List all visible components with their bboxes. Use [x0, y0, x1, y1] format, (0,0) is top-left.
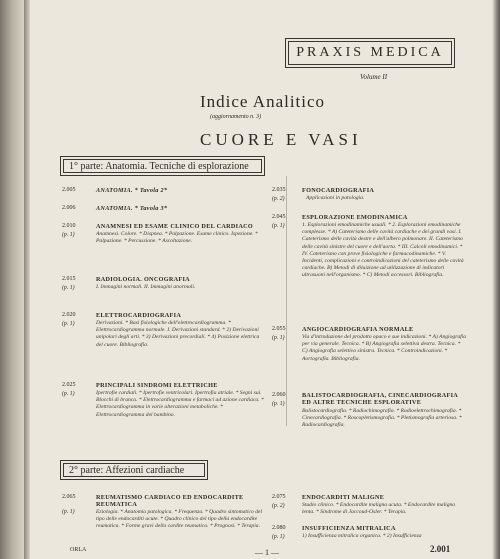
entry-number: 2.015	[62, 276, 76, 282]
section-title: CUORE E VASI	[200, 130, 362, 149]
entry-number: 2.010	[62, 223, 76, 229]
entry-title: INSUFFICIENZA MITRALICA	[302, 525, 396, 532]
entry-title: RADIOLOGIA. ONCOGRAFIA	[96, 276, 190, 283]
index-title: Indice Analitico	[200, 92, 326, 111]
entry-page: (p. 2)	[272, 196, 285, 202]
entry-number: 2.035	[272, 187, 286, 193]
entry-page: (p. 1)	[272, 223, 285, 229]
entry-title: ENDOCARDITI MALIGNE	[302, 494, 385, 501]
entry-page: (p. 2)	[272, 503, 285, 509]
index-subtitle: (aggiornamento n. 3)	[210, 114, 262, 120]
part1-heading	[60, 156, 265, 176]
entry-title: PRINCIPALI SINDROMI ELETTRICHE	[96, 382, 218, 389]
entry-number: 2.080	[272, 525, 286, 531]
entry-text: Balistocardiografia. * Radiochimografia. * Radioelettrochimografia. * Cinecardiografia. * Roscopletismografia. * Pletismografia arteriosa. * Radiocardiografia.	[302, 408, 462, 429]
entry-page: (p. 1)	[62, 285, 75, 291]
page-number: — 1 —	[255, 548, 279, 557]
volume-label: Volume II	[360, 73, 388, 81]
entry-number: 2.055	[272, 326, 286, 332]
entry-title: ANATOMIA. * Tavola 3*	[96, 205, 168, 212]
entry-title: ANATOMIA. * Tavola 2*	[96, 187, 168, 194]
entry-text: I. Immagini normali. II. Immagini anormali.	[96, 284, 196, 290]
column-divider	[286, 176, 287, 426]
part2-heading	[60, 460, 208, 480]
entry-title: ESPLORAZIONE EMODINAMICA	[302, 214, 408, 221]
series-title-box	[285, 38, 455, 68]
entry-text: Studio clinico. * Endocardite maligna acuta. * Endocardite maligna lenta. * Sindrome di Jaccoud-Osler. * Terapia.	[302, 502, 456, 516]
part2-label: 2° parte: Affezioni cardiache	[69, 464, 185, 476]
entry-title: FONOCARDIOGRAFIA	[302, 187, 375, 194]
footer-mark: ORLA	[70, 547, 87, 553]
entry-text: 1. Esplorazioni emodinamiche usuali. * 2. Esplorazioni emodinamiche complesse. * A) Cateterismo delle cavità cardiache e dei grandi vasi. I. Cateterismo delle cavità destre e dell'albero polmonare. II. Cateterismo delle cavità sinistre del cuore e dell'aorta. * III. Calcoli emodinamici. * IV. Cateterismo con prove fisiologiche e farmacodinamiche. * V. Incidenti, complicazioni e controindicazioni del cateterismo delle cavità cardiache. B) Metodi di diluizione ad utilizzazione di indicatori ultrasuoni nell'organismo. * C) Metodi accessori. Bibliografia.	[302, 222, 464, 279]
entry-text: Applicazioni in patologia.	[306, 195, 365, 201]
entry-text: Eziologia. * Anatomia patologica. * Frequenza. * Quadro sintomatico del tipo delle endocarditi acute. * Quadro clinico del tipo della endocardite reumatica. * Forme gravi della cardite reumatica. * Prognosi. * Terapia.	[96, 509, 263, 530]
entry-page: (p. 1)	[62, 509, 75, 515]
entry-page: (p. 1)	[62, 391, 75, 397]
entry-page: (p. 1)	[272, 401, 285, 407]
entry-number: 2.065	[62, 494, 76, 500]
page-edge-shadow	[492, 0, 500, 559]
entry-text: 1) Insufficienza mitralica organica. * 2) Insufficienza	[302, 533, 422, 539]
entry-title: ANGIOCARDIOGRAFIA NORMALE	[302, 326, 414, 333]
entry-number: 2.006	[62, 205, 76, 211]
entry-page: (p. 1)	[62, 321, 75, 327]
entry-number: 2.075	[272, 494, 286, 500]
page-code: 2.001	[430, 544, 451, 554]
entry-text: Ipertrofie cardiali. * Ipertrofie ventricolari. Ipertrofia atriale. * Segni sui. Blocchi di branca. * Elettrocardiogramma e farmaci ad azione cardiaca. * Elettrocardiogramma in varie alterazioni metaboliche. * Elettrocardiogramma del bambino.	[96, 390, 264, 418]
entry-title: REUMATISMO CARDIACO ED ENDOCARDITE REUMATICA	[96, 494, 244, 509]
entry-text: Derivazioni. * Basi fisiologiche dell'elettrocardiogramma. * Elettrocardiogramma normale. I. Derivazioni standard. * 2) Derivazioni unipolari degli arti. * 3) Derivazioni precordiali. * 4) Posizione elettrica del cuore. Bibliografia.	[96, 320, 260, 348]
entry-number: 2.060	[272, 392, 286, 398]
entry-text: Anamnesi. Colore. * Dispnea. * Palpazione. Esame clinico. Ispezione. * Palpazione. * Percussione. * Ascoltazione.	[96, 231, 258, 245]
entry-number: 2.045	[272, 214, 286, 220]
series-title: PRAXIS MEDICA	[296, 45, 444, 60]
entry-number: 2.020	[62, 312, 76, 318]
entry-title: ANAMNESI ED ESAME CLINICO DEL CARDIACO	[96, 223, 253, 230]
entry-page: (p. 1)	[272, 335, 285, 341]
entry-number: 2.025	[62, 382, 76, 388]
entry-title: BALISTOCARDIOGRAFIA, CINECARDIOGRAFIA ED ALTRE TECNICHE ESPLORATIVE	[302, 392, 458, 407]
entry-text: Via d'introduzione del prodotto opaco e sue indicazioni. * A) Angiografia per via generale. Tecnica. * B) Angiografia selettiva destra. Tecnica. * C) Angiografia selettiva sinistra. Tecnica. * Controindicazioni. * Aortografia. Bibliografia.	[302, 334, 467, 362]
entry-page: (p. 1)	[62, 232, 75, 238]
entry-page: (p. 1)	[272, 534, 285, 540]
entry-title: ELETTROCARDIOGRAFIA	[96, 312, 182, 319]
entry-number: 2.005	[62, 187, 76, 193]
part1-label: 1° parte: Anatomia. Tecniche di esplorazione	[69, 160, 249, 172]
